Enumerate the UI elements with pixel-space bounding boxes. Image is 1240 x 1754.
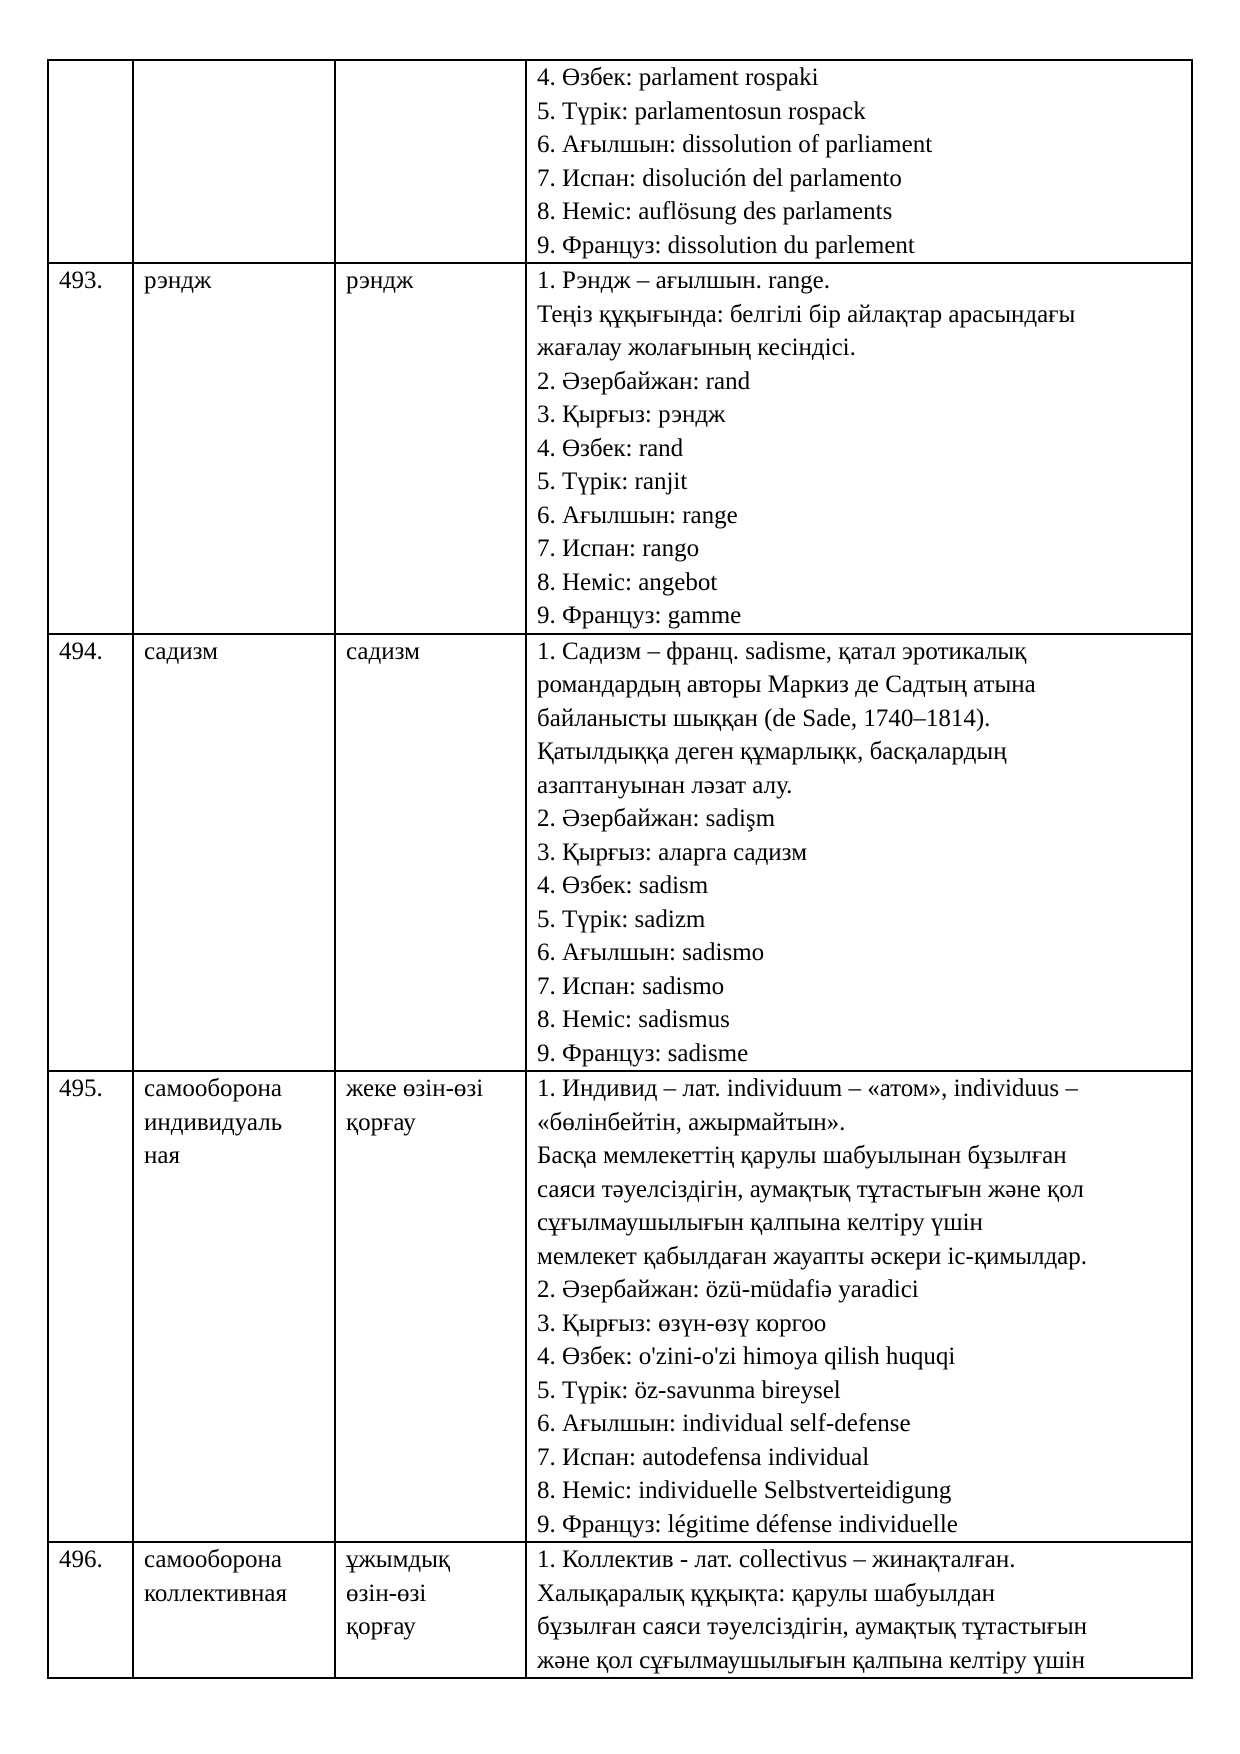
entry-number xyxy=(48,60,133,263)
entry-number: 493. xyxy=(48,263,133,634)
term-russian-line: самооборона xyxy=(144,1075,283,1102)
definition-line: Қатылдыққа деген құмарлықк, басқалардың xyxy=(537,738,1007,765)
term-russian xyxy=(133,263,335,634)
definition-line: 9. Француз: dissolution du parlement xyxy=(537,231,915,259)
term-kazakh xyxy=(335,60,526,263)
definition-line: 6. Ағылшын: dissolution of parliament xyxy=(537,131,933,158)
definition-line: мемлекет қабылдаған жауапты әскери іс-қимылдар. xyxy=(537,1242,1088,1270)
entry-number: 495. xyxy=(48,1071,133,1542)
definition-line: Теңіз құқығында: белгілі бір айлақтар арасындағы xyxy=(537,300,1076,328)
term-russian xyxy=(133,1071,335,1542)
definition-line: 5. Түрік: ranjit xyxy=(537,468,688,495)
definition-line: 8. Неміс: angebot xyxy=(537,568,718,596)
definition-and-translations xyxy=(526,1542,1192,1678)
term-kazakh xyxy=(335,634,526,1072)
definition-line: 1. Коллектив - лат. collectivus – жинақталған. xyxy=(537,1546,1016,1573)
definition-line: Басқа мемлекеттің қарулы шабуылынан бұзылған xyxy=(537,1142,1067,1169)
definition-line: 9. Француз: gamme xyxy=(537,602,742,629)
term-russian-line: рэндж xyxy=(144,267,212,294)
definition-line: романдардың авторы Маркиз де Садтың атына xyxy=(537,671,1036,698)
term-kazakh xyxy=(335,263,526,634)
definition-line: 6. Ағылшын: range xyxy=(537,501,738,529)
definition-line: 3. Қырғыз: рэндж xyxy=(537,401,726,428)
definition-line: 6. Ағылшын: sadismo xyxy=(537,939,765,966)
term-kazakh-line: қорғау xyxy=(346,1613,416,1640)
definition-line: 4. Өзбек: o'zini-o'zi himoya qilish huquqi xyxy=(537,1343,956,1370)
term-kazakh-line: садизм xyxy=(346,637,420,665)
table-row xyxy=(48,634,1192,1072)
definition-line: 4. Өзбек: sadism xyxy=(537,872,709,899)
definition-line: 8. Неміс: auflösung des parlaments xyxy=(537,198,893,225)
definition-line: саяси тәуелсіздігін, аумақтық тұтастығын және қол xyxy=(537,1175,1084,1203)
term-russian-line: индивидуаль xyxy=(144,1108,283,1136)
term-kazakh-line: ұжымдық xyxy=(346,1546,451,1573)
term-russian xyxy=(133,1542,335,1678)
definition-line: 1. Индивид – лат. individuum – «атом», individuus – xyxy=(537,1075,1078,1102)
definition-line: 8. Неміс: sadismus xyxy=(537,1006,730,1033)
definition-line: 5. Түрік: parlamentosun rospack xyxy=(537,97,866,125)
definition-line: 4. Өзбек: rand xyxy=(537,434,684,462)
term-kazakh-line: қорғау xyxy=(346,1108,416,1136)
terms-table xyxy=(47,59,1193,1679)
definition-and-translations xyxy=(526,60,1192,263)
term-russian-line: ная xyxy=(144,1142,180,1169)
term-kazakh-line: жеке өзін-өзі xyxy=(346,1075,484,1102)
definition-and-translations xyxy=(526,634,1192,1072)
term-russian-line: садизм xyxy=(144,637,218,665)
table-row xyxy=(48,1542,1192,1678)
definition-line: 1. Садизм – франц. sadisme, қатал эротикалық xyxy=(537,637,1027,665)
definition-line: 6. Ағылшын: individual self-defense xyxy=(537,1410,911,1437)
definition-line: 3. Қырғыз: өзүн-өзү коргоо xyxy=(537,1309,827,1337)
definition-line: 8. Неміс: individuelle Selbstverteidigung xyxy=(537,1477,952,1504)
definition-line: 9. Француз: légitime défense individuelle xyxy=(537,1510,958,1538)
definition-line: 7. Испан: rango xyxy=(537,535,700,562)
term-russian xyxy=(133,60,335,263)
terms-table-body xyxy=(48,60,1192,1678)
entry-number: 494. xyxy=(48,634,133,1072)
term-kazakh xyxy=(335,1542,526,1678)
table-row xyxy=(48,60,1192,263)
definition-line: 2. Әзербайжан: özü-müdafiə yaradici xyxy=(537,1276,919,1303)
entry-number: 496. xyxy=(48,1542,133,1678)
definition-line: азаптануынан ләзат алу. xyxy=(537,771,793,799)
definition-line: сұғылмаушылығын қалпына келтіру үшін xyxy=(537,1209,983,1236)
definition-line: 1. Рэндж – ағылшын. range. xyxy=(537,267,830,294)
definition-line: 7. Испан: autodefensa individual xyxy=(537,1443,870,1471)
term-russian xyxy=(133,634,335,1072)
definition-line: 4. Өзбек: parlament rospaki xyxy=(537,64,819,91)
definition-and-translations xyxy=(526,1071,1192,1542)
definition-line: 5. Түрік: öz-savunma bireysel xyxy=(537,1376,841,1404)
definition-line: 7. Испан: disolución del parlamento xyxy=(537,164,902,192)
table-row xyxy=(48,263,1192,634)
definition-line: жағалау жолағының кесіндісі. xyxy=(537,334,856,361)
definition-and-translations xyxy=(526,263,1192,634)
definition-line: бұзылған саяси тәуелсіздігін, аумақтық тұтастығын xyxy=(537,1613,1088,1640)
definition-line: 2. Әзербайжан: sadişm xyxy=(537,805,776,832)
term-kazakh xyxy=(335,1071,526,1542)
term-russian-line: коллективная xyxy=(144,1579,287,1607)
term-russian-line: самооборона xyxy=(144,1546,283,1573)
definition-line: 9. Француз: sadisme xyxy=(537,1039,749,1067)
definition-line: 3. Қырғыз: аларга садизм xyxy=(537,838,808,866)
term-kazakh-line: рэндж xyxy=(346,267,414,294)
definition-line: 5. Түрік: sadizm xyxy=(537,905,706,933)
definition-line: 2. Әзербайжан: rand xyxy=(537,367,751,395)
table-row xyxy=(48,1071,1192,1542)
term-kazakh-line: өзін-өзі xyxy=(346,1579,427,1607)
definition-line: және қол сұғылмаушылығын қалпына келтіру үшін xyxy=(537,1646,1086,1674)
definition-line: Халықаралық құқықта: қарулы шабуылдан xyxy=(537,1579,996,1607)
definition-line: 7. Испан: sadismo xyxy=(537,972,725,1000)
definition-line: «бөлінбейтін, ажырмайтын». xyxy=(537,1108,846,1136)
definition-line: байланысты шыққан (de Sade, 1740–1814). xyxy=(537,704,991,732)
